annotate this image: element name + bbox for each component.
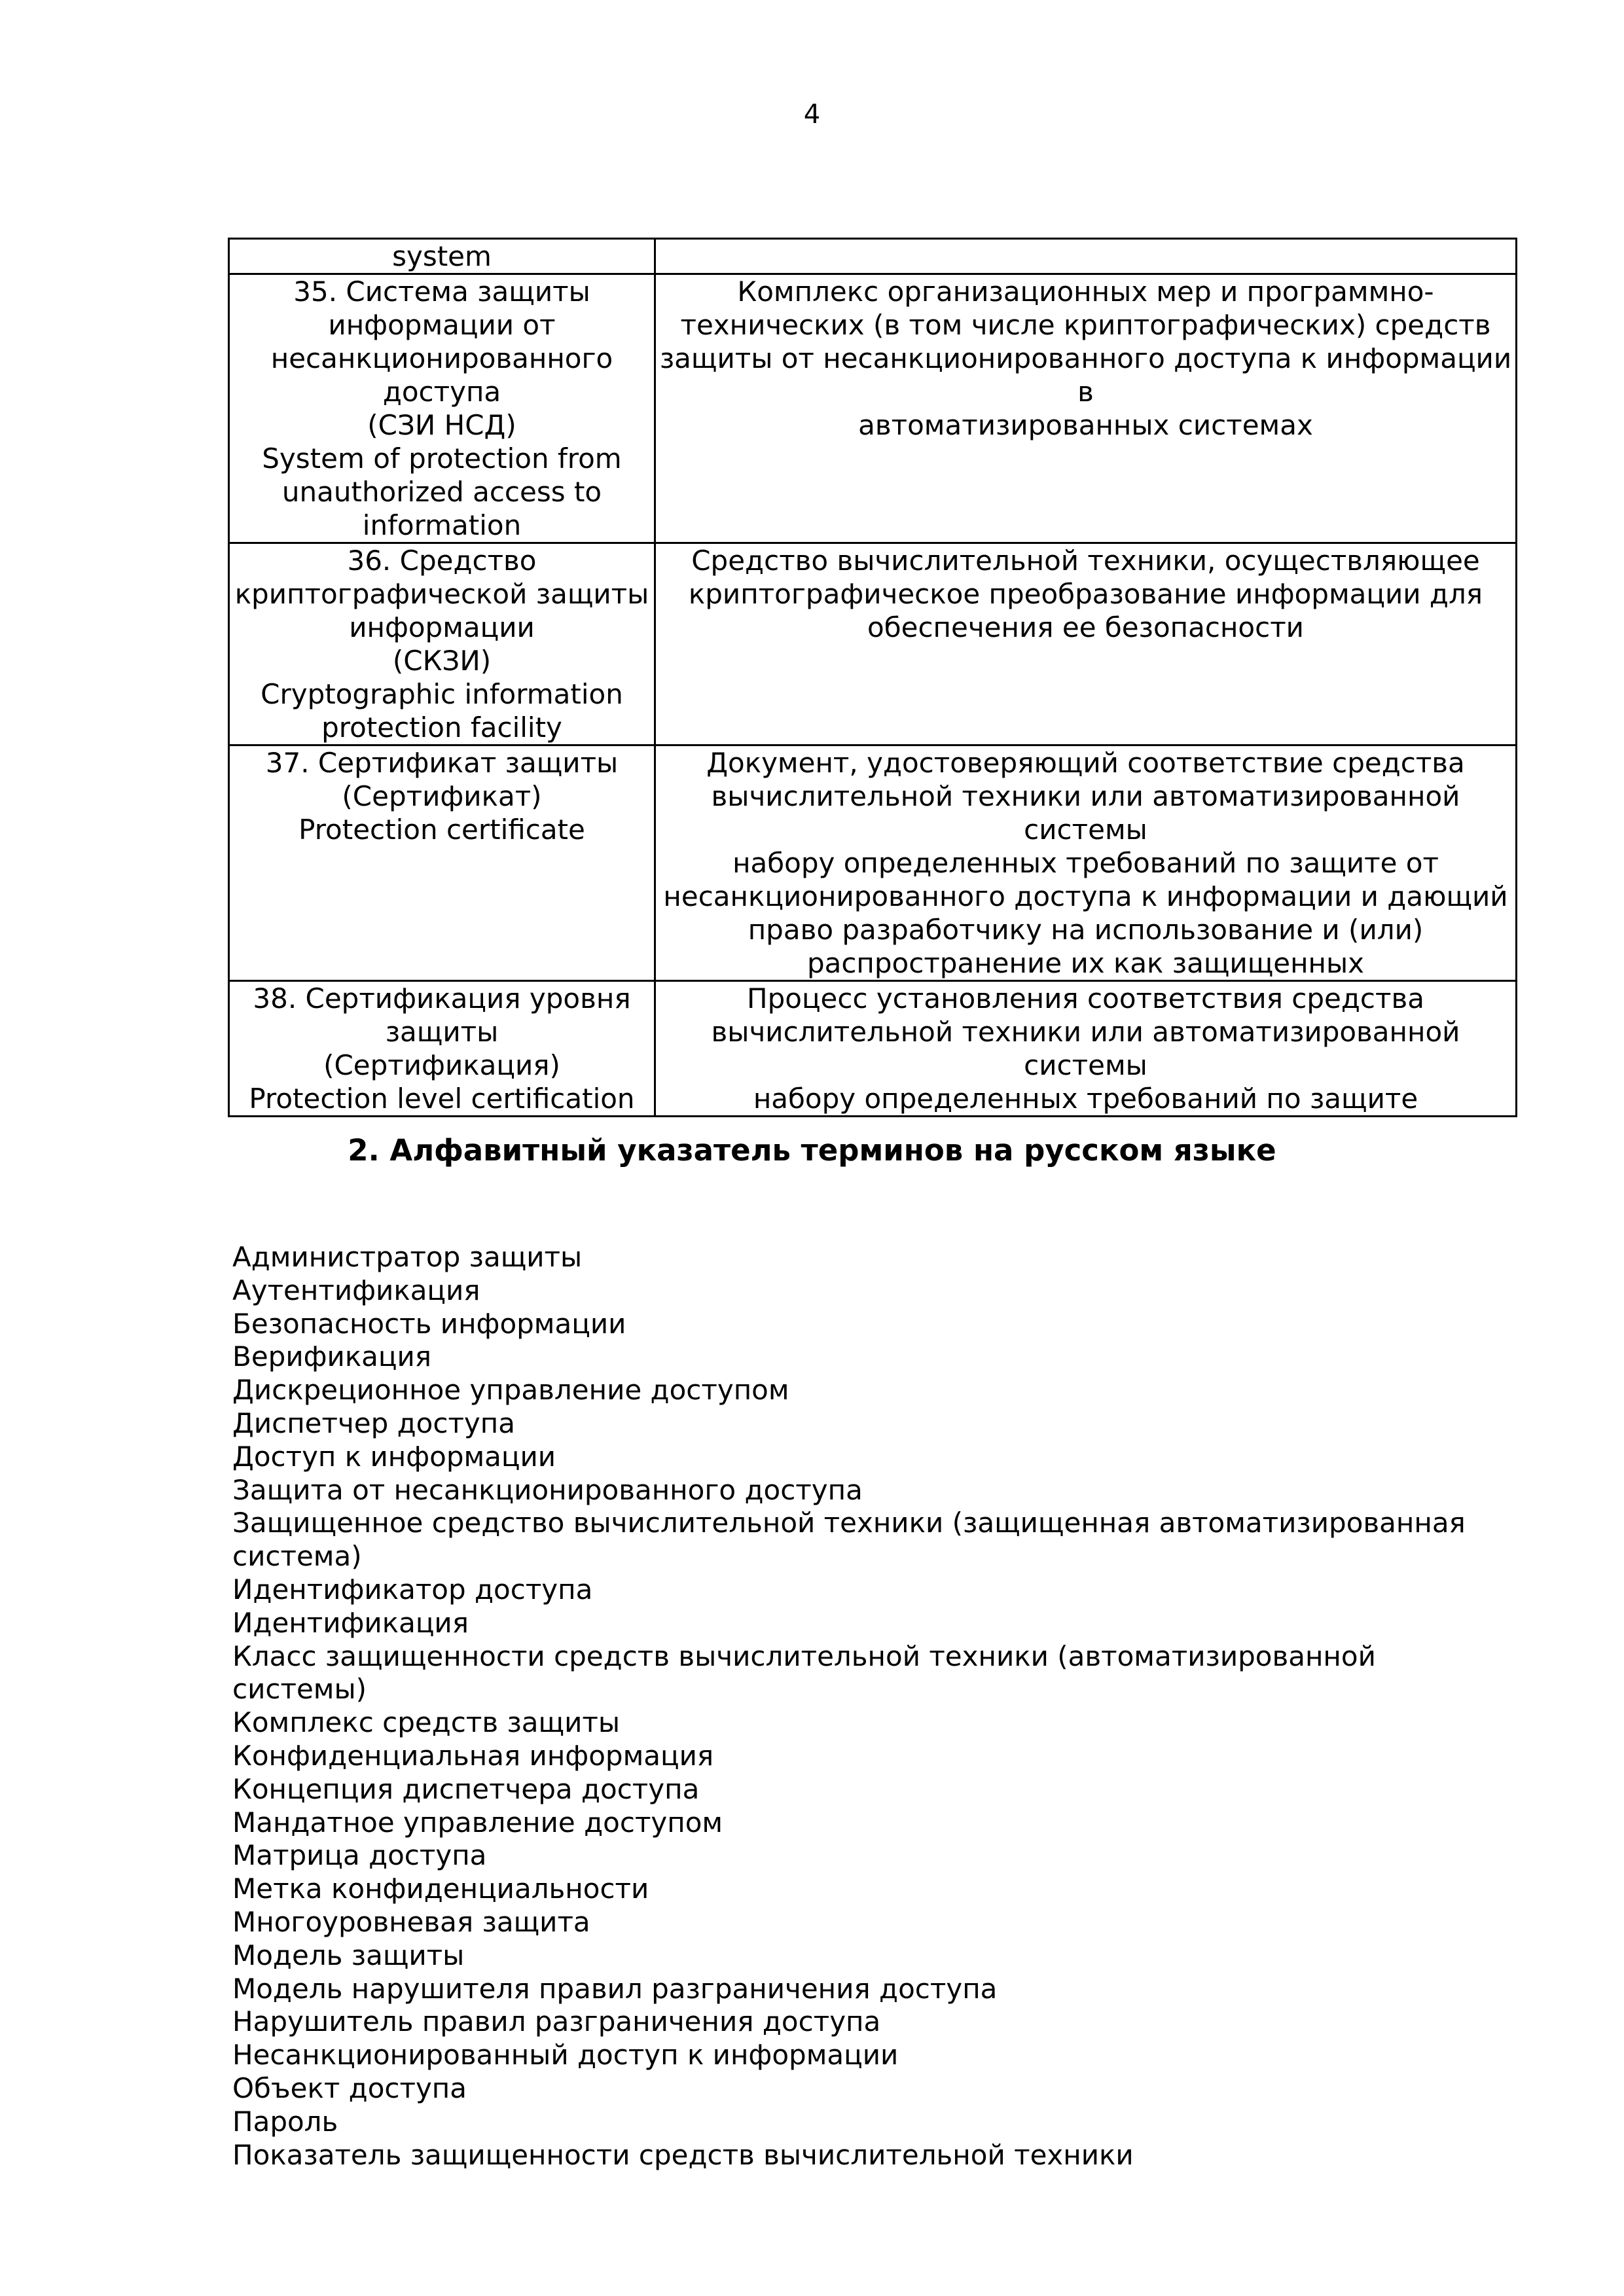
- alphabetical-index-list: [232, 1241, 1489, 2172]
- term-line: Protection certificate: [298, 814, 585, 846]
- table-row: [229, 745, 1517, 981]
- definition-line: автоматизированных системах: [858, 409, 1313, 441]
- index-item: Показатель защищенности средств вычислительной техники: [232, 2138, 1134, 2171]
- definition-cell: [655, 274, 1517, 543]
- index-item: Конфиденциальная информация: [232, 1739, 714, 1772]
- index-item: Нарушитель правил разграничения доступа: [232, 2005, 881, 2038]
- definition-cell: [655, 981, 1517, 1117]
- term-line: защиты: [385, 1016, 499, 1048]
- definition-line: защиты от несанкционированного доступа к информации в: [659, 342, 1512, 408]
- index-item: Защищенное средство вычислительной техники (защищенная автоматизированная: [232, 1507, 1466, 1539]
- index-item: Идентификатор доступа: [232, 1573, 593, 1605]
- term-line: криптографической защиты: [234, 578, 649, 610]
- index-item: Комплекс средств защиты: [232, 1706, 620, 1739]
- definition-line: обеспечения ее безопасности: [867, 611, 1304, 643]
- term-line: information: [362, 509, 522, 541]
- term-line: (Сертификация): [323, 1049, 560, 1081]
- index-item: Защита от несанкционированного доступа: [232, 1473, 863, 1506]
- term-cell: [229, 274, 655, 543]
- definition-line: набору определенных требований по защите: [753, 1083, 1418, 1115]
- index-item: Модель нарушителя правил разграничения доступа: [232, 1972, 998, 2005]
- terms-table: [228, 238, 1517, 1117]
- definition-cell: [655, 745, 1517, 981]
- index-item: Метка конфиденциальности: [232, 1873, 649, 1905]
- definition-line: набору определенных требований по защите от: [732, 847, 1439, 879]
- index-item: Модель защиты: [232, 1939, 465, 1971]
- table-row: [229, 981, 1517, 1117]
- term-line: информации: [349, 611, 535, 643]
- definition-line: распространение их как защищенных: [806, 947, 1365, 979]
- index-item: Многоуровневая защита: [232, 1905, 590, 1938]
- index-item: Матрица доступа: [232, 1839, 487, 1872]
- index-item: Доступ к информации: [232, 1440, 556, 1473]
- term-line: (СЗИ НСД): [367, 409, 516, 441]
- index-item: Класс защищенности средств вычислительной техники (автоматизированной системы): [232, 1640, 1376, 1706]
- term-cell: [229, 239, 655, 274]
- definition-cell: [655, 239, 1517, 274]
- term-line: system: [392, 240, 492, 272]
- index-item: Мандатное управление доступом: [232, 1806, 723, 1839]
- index-item: Идентификация: [232, 1606, 469, 1639]
- definition-line: технических (в том числе криптографических) средств: [680, 309, 1491, 341]
- index-item: система): [232, 1540, 362, 1573]
- term-line: (Сертификат): [342, 780, 542, 812]
- index-item: Администратор защиты: [232, 1241, 583, 1273]
- table-row: [229, 239, 1517, 274]
- definition-line: Средство вычислительной техники, осуществляющее: [691, 545, 1480, 577]
- term-line: Protection level certification: [249, 1083, 635, 1115]
- index-item: Аутентификация: [232, 1274, 480, 1306]
- term-line: 36. Средство: [347, 545, 537, 577]
- term-line: (СКЗИ): [392, 645, 492, 677]
- definition-line: несанкционированного доступа к информации и дающий: [663, 880, 1508, 912]
- term-line: System of protection from: [262, 442, 622, 475]
- index-item: Дискреционное управление доступом: [232, 1374, 789, 1407]
- definition-line: Документ, удостоверяющий соответствие средства: [706, 747, 1465, 779]
- definition-line: Комплекс организационных мер и программно-: [737, 276, 1434, 308]
- index-item: Несанкционированный доступ к информации: [232, 2039, 899, 2072]
- index-item: Пароль: [232, 2105, 338, 2138]
- table-row: [229, 543, 1517, 745]
- term-line: Cryptographic information: [261, 678, 623, 710]
- section-heading: 2. Алфавитный указатель терминов на русском языке: [348, 1133, 1276, 1168]
- term-line: protection facility: [321, 711, 562, 744]
- index-item: Объект доступа: [232, 2072, 467, 2104]
- table-row: [229, 274, 1517, 543]
- terms-table-body: [229, 239, 1517, 1117]
- term-cell: [229, 981, 655, 1117]
- term-line: информации от: [328, 309, 556, 341]
- definition-line: криптографическое преобразование информации для: [688, 578, 1483, 610]
- definition-line: право разработчику на использование и (или): [748, 914, 1424, 946]
- definition-line: вычислительной техники или автоматизированной системы: [711, 780, 1460, 846]
- term-cell: [229, 543, 655, 745]
- index-item: Безопасность информации: [232, 1307, 626, 1340]
- term-cell: [229, 745, 655, 981]
- term-line: доступа: [382, 376, 501, 408]
- term-line: unauthorized access to: [281, 476, 602, 508]
- index-item: Верификация: [232, 1340, 432, 1373]
- definition-line: Процесс установления соответствия средства: [747, 982, 1424, 1014]
- index-item: Диспетчер доступа: [232, 1407, 515, 1439]
- page-number: 4: [803, 99, 821, 130]
- term-line: 37. Сертификат защиты: [265, 747, 619, 779]
- definition-cell: [655, 543, 1517, 745]
- term-line: 35. Система защиты: [293, 276, 590, 308]
- term-line: несанкционированного: [270, 342, 613, 374]
- index-item: Концепция диспетчера доступа: [232, 1772, 700, 1805]
- definition-line: вычислительной техники или автоматизированной системы: [711, 1016, 1460, 1081]
- term-line: 38. Сертификация уровня: [253, 982, 631, 1014]
